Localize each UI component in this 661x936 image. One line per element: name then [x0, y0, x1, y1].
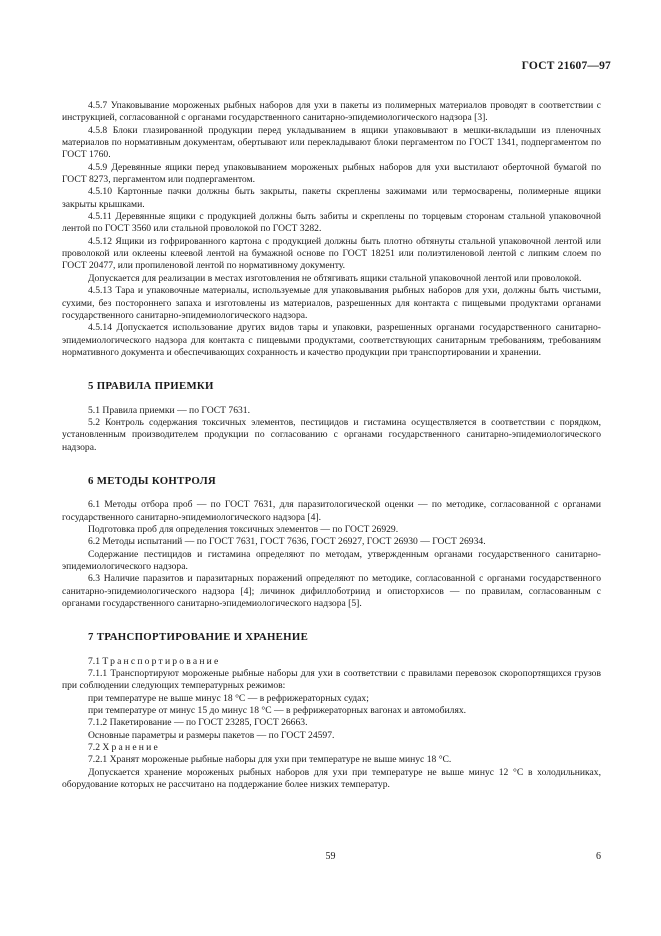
subsection-7-2-label: Хранение	[102, 742, 160, 754]
paragraph-5-1: 5.1 Правила приемки — по ГОСТ 7631.	[88, 404, 250, 416]
paragraph-7-1-1-item-a: при температуре не выше минус 18 °С — в рефрижераторных судах;	[88, 692, 369, 704]
subsection-7-2-number: 7.2	[88, 742, 100, 754]
paragraph-7-2-1: 7.2.1 Хранят мороженые рыбные наборы для ухи при температуре не выше минус 18 °С.	[88, 754, 452, 766]
paragraph-4-5-7: 4.5.7 Упаковывание мороженых рыбных наборов для ухи в пакеты из полимерных материалов проводят в соответствии с инструкцией, согласованной с органами государственного санитарно-эпидемиологического надзора [3].	[62, 100, 601, 124]
paragraph-4-5-14: 4.5.14 Допускается использование других видов тары и упаковки, разрешенных органами государственного санитарно-эпидемиологического надзора для контакта с пищевыми продуктами, соответствующих санитарным требованиям, требованиям нормативного документа и обеспечивающих сохранность и качество продукции при транспортировании и хранении.	[62, 322, 601, 358]
subsection-7-1-number: 7.1	[88, 655, 100, 667]
paragraph-6-1: 6.1 Методы отбора проб — по ГОСТ 7631, для паразитологической оценки — по методике, согласованной с органами государственного санитарно-эпидемиологического надзора [4].	[62, 499, 601, 523]
paragraph-6-3: 6.3 Наличие паразитов и паразитарных поражений определяют по методике, согласованной с органами государственного санитарно-эпидемиологического надзора [4]; личинок дифиллоботриид и описторхисов — по правилам, согласованным с органами государственного санитарно-эпидемиологического надзора [5].	[62, 573, 601, 610]
sheet-number: 6	[596, 851, 601, 862]
paragraph-7-1-2-note: Основные параметры и размеры пакетов — по ГОСТ 24597.	[88, 729, 335, 741]
paragraph-4-5-13: 4.5.13 Тара и упаковочные материалы, используемые для упаковывания рыбных наборов для ухи, должны быть чистыми, сухими, без постороннего запаха и изготовлены из материалов, разрешенных для контакта с пищевыми продуктами органами государственного санитарно-эпидемиологического надзора.	[62, 285, 601, 321]
paragraph-6-2: 6.2 Методы испытаний — по ГОСТ 7631, ГОСТ 7636, ГОСТ 26927, ГОСТ 26930 — ГОСТ 26934.	[88, 536, 486, 548]
paragraph-5-2: 5.2 Контроль содержания токсичных элементов, пестицидов и гистамина осуществляется в соответствии с порядком, установленным производителем продукции по согласованию с органами государственного санитарно-эпидемиологического надзора.	[62, 416, 601, 453]
paragraph-7-1-1-item-b: при температуре от минус 15 до минус 18 °С — в рефрижераторных вагонах и автомобилях.	[88, 705, 467, 717]
section-6-heading: 6 МЕТОДЫ КОНТРОЛЯ	[88, 474, 217, 487]
page-number: 59	[325, 851, 336, 862]
paragraph-7-1-2: 7.1.2 Пакетирование — по ГОСТ 23285, ГОСТ 26663.	[88, 717, 308, 729]
subsection-7-1-title	[62, 656, 601, 668]
paragraph-7-2-1-note: Допускается хранение мороженых рыбных наборов для ухи при температуре не выше минус 12 °С в холодильниках, оборудование которых не рассчитано на поддержание более низких температур.	[62, 766, 601, 791]
section-5-heading: 5 ПРАВИЛА ПРИЕМКИ	[88, 380, 214, 393]
paragraph-6-2-note: Содержание пестицидов и гистамина определяют по методам, утвержденным органами государственного санитарно-эпидемиологического надзора.	[62, 548, 601, 572]
section-7-heading: 7 ТРАНСПОРТИРОВАНИЕ И ХРАНЕНИЕ	[88, 631, 309, 644]
document-code-header: ГОСТ 21607—97	[521, 60, 611, 72]
paragraph-4-5-12-note: Допускается для реализации в местах изготовления не обтягивать ящики стальной упаковочной лентой или проволокой.	[88, 272, 582, 284]
paragraph-4-5-10: 4.5.10 Картонные пачки должны быть закрыты, пакеты скреплены зажимами или термосварены, полимерные ящики закрыты крышками.	[62, 186, 601, 210]
paragraph-4-5-11: 4.5.11 Деревянные ящики с продукцией должны быть забиты и скреплены по торцевым сторонам стальной упаковочной лентой по ГОСТ 3560 или стальной проволокой по ГОСТ 3282.	[62, 211, 601, 235]
paragraph-4-5-12: 4.5.12 Ящики из гофрированного картона с продукцией должны быть плотно обтянуты стальной упаковочной лентой или проволокой или оклеены клеевой лентой на бумажной основе по ГОСТ 18251 или полиэтиленовой лентой с липким слоем по ГОСТ 20477, или пропиленовой лентой по нормативному документу.	[62, 235, 601, 272]
paragraph-4-5-8: 4.5.8 Блоки глазированной продукции перед укладыванием в ящики упаковывают в мешки-вкладыши из пленочных материалов по нормативным документам, обертывают или перекладывают блоки пергаментом по ГОСТ 1341, подпергаментом по ГОСТ 1760.	[62, 124, 601, 161]
subsection-7-1-label: Транспортирование	[102, 655, 221, 667]
paragraph-7-1-1: 7.1.1 Транспортируют мороженые рыбные наборы для ухи в соответствии с правилами перевозок скоропортящихся грузов при соблюдении следующих температурных режимов:	[62, 668, 601, 692]
paragraph-4-5-9: 4.5.9 Деревянные ящики перед упаковыванием мороженых рыбных наборов для ухи выстилают оберточной бумагой по ГОСТ 8273, пергаментом или подпергаментом.	[62, 161, 601, 186]
document-body	[62, 100, 601, 792]
paragraph-6-1-note: Подготовка проб для определения токсичных элементов — по ГОСТ 26929.	[88, 523, 399, 535]
subsection-7-2-title	[62, 742, 601, 754]
